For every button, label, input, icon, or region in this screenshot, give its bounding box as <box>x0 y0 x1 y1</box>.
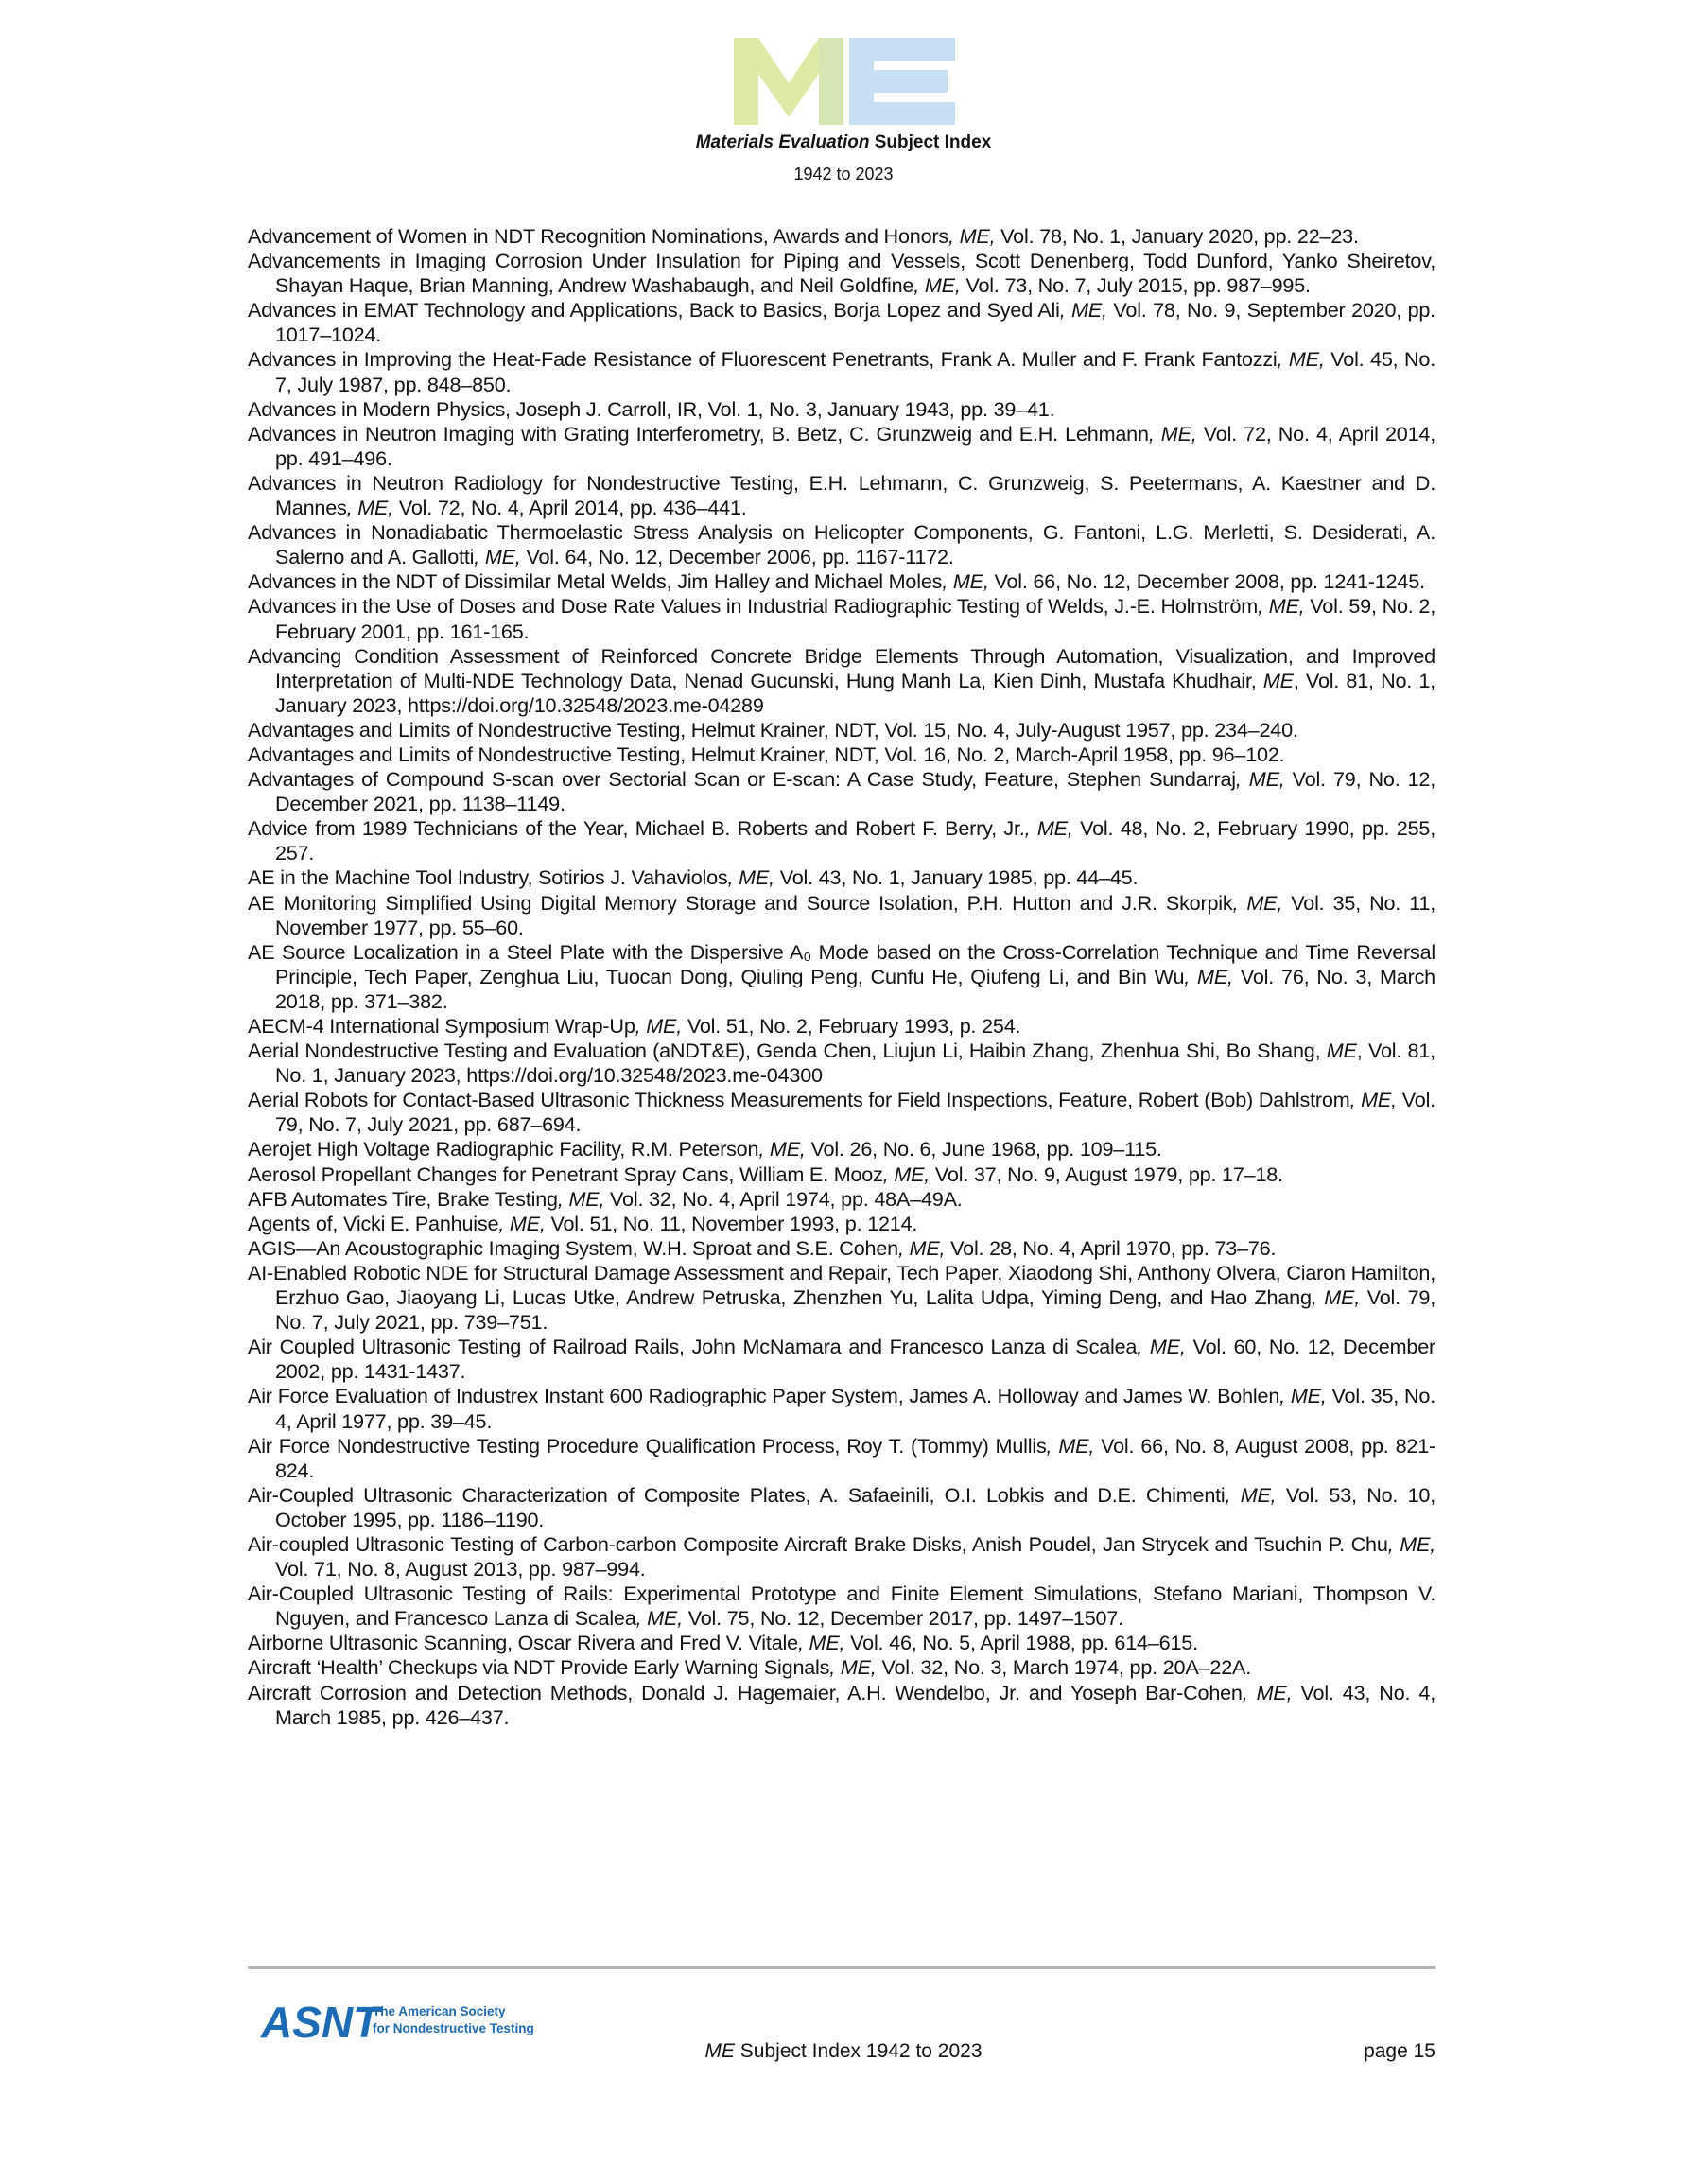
index-entry <box>248 1335 1435 1384</box>
entry-text: Air Force Nondestructive Testing Procedure Qualification Process, Roy T. (Tommy) Mullis <box>248 1433 1047 1458</box>
entry-text: Agents of, Vicki E. Panhuise <box>248 1211 499 1235</box>
entry-journal: , ME, <box>498 1211 546 1235</box>
entry-citation: Vol. 32, No. 4, April 1974, pp. 48A–49A. <box>604 1186 963 1211</box>
entry-text: Advantages and Limits of Nondestructive Testing, Helmut Krainer, NDT, Vol. 15, No. 4, July-August 1957, pp. 234–240. <box>248 717 1298 742</box>
index-entry <box>248 1187 1435 1212</box>
entry-journal: , ME, <box>1046 1433 1095 1458</box>
entry-text: Advances in Nonadiabatic Thermoelastic Stress Analysis on Helicopter Components, G. Fantoni, L.G. Merletti, S. Desiderati, A. Salerno and A. Gallotti <box>248 520 1435 569</box>
entry-journal: , ME, <box>557 1186 605 1211</box>
footer-title-rest: Subject Index 1942 to 2023 <box>734 2040 983 2062</box>
entry-journal: , ME, <box>829 1655 877 1680</box>
index-years: 1942 to 2023 <box>793 165 894 183</box>
entry-text: Advancing Condition Assessment of Reinforced Concrete Bridge Elements Through Automation, Visualization, and Improved Interpretation of Multi-NDE Technology Data, Nenad Gucunski, Hung Manh La, Kien Dinh, Mustafa Khudhair, <box>248 643 1435 692</box>
entry-citation: Vol. 35, No. 11, November 1977, pp. 55–60. <box>275 890 1435 939</box>
entry-text: Aircraft ‘Health’ Checkups via NDT Provide Early Warning Signals <box>248 1655 830 1680</box>
entry-text: Advice from 1989 Technicians of the Year, Michael B. Roberts and Robert F. Berry, Jr. <box>248 816 1025 841</box>
entry-journal: , ME, <box>1184 964 1233 988</box>
entry-citation: Vol. 79, No. 7, July 2021, pp. 687–694. <box>275 1088 1435 1137</box>
entry-journal: , ME, <box>758 1137 806 1162</box>
index-entry <box>248 865 1435 890</box>
index-entry <box>248 422 1435 471</box>
index-entry <box>248 1261 1435 1335</box>
index-entry <box>248 1137 1435 1162</box>
entry-text: AE Monitoring Simplified Using Digital Memory Storage and Source Isolation, P.H. Hutton and J.R. Skorpik <box>248 890 1233 915</box>
entry-citation: Vol. 46, No. 5, April 1988, pp. 614–615. <box>844 1631 1198 1655</box>
entry-journal: , ME, <box>797 1631 845 1655</box>
entry-journal: , ME, <box>948 224 996 248</box>
entry-journal: , ME, <box>1387 1531 1435 1556</box>
title-italic: Materials Evaluation <box>695 132 870 152</box>
entry-journal: , ME, <box>897 1235 946 1260</box>
index-entry <box>248 1384 1435 1433</box>
entry-text: Air-Coupled Ultrasonic Characterization of Composite Plates, A. Safaeinili, O.I. Lobkis and D.E. Chimenti <box>248 1482 1226 1507</box>
entry-text: Advances in Improving the Heat-Fade Resistance of Fluorescent Penetrants, Frank A. Muller and F. Frank Fantozzi <box>248 347 1278 372</box>
entry-citation: Vol. 66, No. 12, December 2008, pp. 1241-1245. <box>988 569 1425 594</box>
entry-citation: Vol. 28, No. 4, April 1970, pp. 73–76. <box>945 1235 1277 1260</box>
index-entry <box>248 891 1435 940</box>
entry-text: Aerojet High Voltage Radiographic Facility, R.M. Peterson <box>248 1137 759 1162</box>
entry-citation: Vol. 59, No. 2, February 2001, pp. 161-165. <box>275 594 1435 643</box>
entry-text: Aerosol Propellant Changes for Penetrant Spray Cans, William E. Mooz <box>248 1162 883 1186</box>
asnt-line1: The American Society <box>373 2004 506 2018</box>
index-entry <box>248 1532 1435 1581</box>
entry-journal: ME <box>1326 1039 1357 1063</box>
index-entry <box>248 224 1435 249</box>
entry-text: Air-coupled Ultrasonic Testing of Carbon-carbon Composite Aircraft Brake Disks, Anish Poudel, Jan Strycek and Tsuchin P. Chu <box>248 1531 1388 1556</box>
entry-journal: , ME, <box>942 569 989 594</box>
entry-text: Airborne Ultrasonic Scanning, Oscar Rivera and Fred V. Vitale <box>248 1631 798 1655</box>
entry-text: Advances in the NDT of Dissimilar Metal Welds, Jim Halley and Michael Moles <box>248 569 943 594</box>
index-entry <box>248 940 1435 1014</box>
index-entry <box>248 1236 1435 1261</box>
entry-citation: Vol. 66, No. 8, August 2008, pp. 821-824. <box>275 1433 1435 1482</box>
entry-citation: Vol. 51, No. 2, February 1993, p. 254. <box>682 1014 1021 1038</box>
index-entry <box>248 1088 1435 1137</box>
asnt-line2: for Nondestructive Testing <box>373 2021 534 2035</box>
index-entry <box>248 1212 1435 1236</box>
entry-citation: , Vol. 81, No. 1, January 2023, https://doi.org/10.32548/2023.me-04289 <box>275 668 1435 717</box>
index-entry <box>248 397 1435 422</box>
entry-journal: , ME, <box>1137 1335 1186 1359</box>
entry-list <box>248 224 1435 1730</box>
entry-text: Advancement of Women in NDT Recognition Nominations, Awards and Honors <box>248 224 948 248</box>
index-entry <box>248 816 1435 865</box>
entry-citation: , Vol. 81, No. 1, January 2023, https://doi.org/10.32548/2023.me-04300 <box>275 1039 1435 1088</box>
entry-journal: , ME, <box>1242 1680 1293 1704</box>
index-entry <box>248 1655 1435 1680</box>
entry-journal: , ME, <box>474 545 521 569</box>
entry-citation: Vol. 60, No. 12, December 2002, pp. 1431-1437. <box>275 1335 1436 1384</box>
index-entry <box>248 471 1435 520</box>
entry-text: AFB Automates Tire, Brake Testing <box>248 1186 558 1211</box>
entry-citation: Vol. 73, No. 7, July 2015, pp. 987–995. <box>960 273 1311 298</box>
index-entry <box>248 1581 1435 1631</box>
entry-citation: Vol. 48, No. 2, February 1990, pp. 255, 257. <box>275 816 1435 865</box>
entry-text: AGIS—An Acoustographic Imaging System, W.H. Sproat and S.E. Cohen <box>248 1235 898 1260</box>
index-entry <box>248 1483 1435 1532</box>
entry-journal: ME <box>1262 668 1294 692</box>
entry-text: AECM-4 International Symposium Wrap-Up <box>248 1014 635 1038</box>
page-number: page 15 <box>1364 2040 1435 2062</box>
entry-text: Air-Coupled Ultrasonic Testing of Rails: Experimental Prototype and Finite Element Simulations, Stefano Mariani, Thompson V. Nguyen, and Francesco Lanza di Scalea <box>248 1581 1435 1631</box>
entry-journal: , ME, <box>346 496 394 520</box>
entry-citation: Vol. 75, No. 12, December 2017, pp. 1497–1507. <box>682 1606 1123 1631</box>
entry-journal: , ME, <box>1059 298 1107 323</box>
entry-journal: , ME, <box>1148 421 1197 446</box>
entry-text: Air Force Evaluation of Industrex Instant 600 Radiographic Paper System, James A. Holloway and James W. Bohlen <box>248 1384 1280 1408</box>
entry-journal: , ME, <box>1311 1285 1361 1310</box>
index-entry <box>248 743 1435 767</box>
entry-text: Advances in the Use of Doses and Dose Rate Values in Industrial Radiographic Testing of Welds, J.-E. Holmström <box>248 594 1259 619</box>
index-entry <box>248 298 1435 347</box>
entry-text: Aerial Nondestructive Testing and Evaluation (aNDT&E), Genda Chen, Liujun Li, Haibin Zhang, Zhenhua Shi, Bo Shang, <box>248 1039 1327 1063</box>
entry-citation: Vol. 43, No. 1, January 1985, pp. 44–45. <box>774 865 1139 890</box>
entry-text: Aircraft Corrosion and Detection Methods, Donald J. Hagemaier, A.H. Wendelbo, Jr. and Yoseph Bar-Cohen <box>248 1680 1243 1704</box>
index-entry <box>248 569 1435 594</box>
entry-journal: , ME, <box>1024 816 1073 841</box>
index-entry <box>248 520 1435 569</box>
footer-title-italic: ME <box>704 2040 735 2062</box>
index-entry <box>248 644 1435 718</box>
entry-journal: , ME, <box>1279 1384 1327 1408</box>
entry-citation: Vol. 26, No. 6, June 1968, pp. 109–115. <box>805 1137 1162 1162</box>
index-entry <box>248 718 1435 743</box>
me-logo <box>734 38 955 125</box>
entry-citation: Vol. 72, No. 4, April 2014, pp. 491–496. <box>275 421 1436 470</box>
entry-citation: Vol. 72, No. 4, April 2014, pp. 436–441. <box>393 496 747 520</box>
entry-text: Advances in Modern Physics, Joseph J. Carroll, IR, Vol. 1, No. 3, January 1943, pp. 39–41. <box>248 396 1055 421</box>
entry-journal: , ME, <box>635 1014 683 1038</box>
entry-citation: Vol. 51, No. 11, November 1993, p. 1214. <box>545 1211 918 1235</box>
entry-journal: , ME, <box>727 865 774 890</box>
entry-journal: , ME, <box>913 273 961 298</box>
entry-text: Advantages of Compound S-scan over Sectorial Scan or E-scan: A Case Study, Feature, Stephen Sundarraj <box>248 767 1236 792</box>
entry-journal: , ME, <box>1258 594 1305 619</box>
entry-citation: Vol. 45, No. 7, July 1987, pp. 848–850. <box>275 347 1435 396</box>
index-entry <box>248 249 1435 298</box>
svg-text:ASNT: ASNT <box>261 1998 380 2047</box>
title-rest: Subject Index <box>869 132 992 152</box>
entry-citation: Vol. 79, No. 7, July 2021, pp. 739–751. <box>275 1285 1436 1335</box>
entry-journal: , ME, <box>1225 1482 1277 1507</box>
index-entry <box>248 1434 1435 1483</box>
entry-citation: Vol. 64, No. 12, December 2006, pp. 1167-1172. <box>520 545 954 569</box>
entry-journal: , ME, <box>635 1606 683 1631</box>
entry-journal: , ME, <box>1277 347 1325 372</box>
entry-journal: , ME, <box>1349 1088 1397 1112</box>
entry-text: Advances in EMAT Technology and Applications, Back to Basics, Borja Lopez and Syed Ali <box>248 298 1060 323</box>
entry-text: AE in the Machine Tool Industry, Sotirios J. Vahaviolos <box>248 865 728 890</box>
entry-citation: Vol. 71, No. 8, August 2013, pp. 987–994. <box>275 1557 646 1581</box>
index-entry <box>248 1631 1435 1655</box>
index-title <box>0 132 1687 153</box>
entry-journal: , ME, <box>882 1162 930 1186</box>
entry-citation: Vol. 35, No. 4, April 1977, pp. 39–45. <box>275 1384 1435 1433</box>
entry-citation: Vol. 79, No. 12, December 2021, pp. 1138–1149. <box>275 767 1435 816</box>
entry-text: AI-Enabled Robotic NDE for Structural Damage Assessment and Repair, Tech Paper, Xiaodong Shi, Anthony Olvera, Ciaron Hamilton, Erzhuo Gao, Jiaoyang Li, Lucas Utke, Andrew Petruska, Zhenzhen Yu, Lalita Udpa, Yiming Deng, and Hao Zhang <box>248 1260 1435 1310</box>
entry-text: Advantages and Limits of Nondestructive Testing, Helmut Krainer, NDT, Vol. 16, No. 2, March-April 1958, pp. 96–102. <box>248 742 1285 766</box>
index-entry <box>248 1014 1435 1039</box>
entry-text: Air Coupled Ultrasonic Testing of Railroad Rails, John McNamara and Francesco Lanza di Scalea <box>248 1335 1138 1359</box>
entry-citation: Vol. 43, No. 4, March 1985, pp. 426–437. <box>275 1680 1435 1729</box>
entry-citation: Vol. 53, No. 10, October 1995, pp. 1186–1190. <box>275 1482 1435 1531</box>
entry-citation: Vol. 78, No. 9, September 2020, pp. 1017–1024. <box>275 298 1435 347</box>
footer-divider <box>248 1966 1435 1969</box>
entry-journal: , ME, <box>1235 767 1285 792</box>
entry-citation: Vol. 37, No. 9, August 1979, pp. 17–18. <box>930 1162 1283 1186</box>
entry-text: Advances in Neutron Radiology for Nondestructive Testing, E.H. Lehmann, C. Grunzweig, S. Peetermans, A. Kaestner and D. Mannes <box>248 470 1435 520</box>
entry-text: Advances in Neutron Imaging with Grating Interferometry, B. Betz, C. Grunzweig and E.H. Lehmann <box>248 421 1149 446</box>
index-entry <box>248 1681 1435 1730</box>
entry-citation: Vol. 76, No. 3, March 2018, pp. 371–382. <box>275 964 1435 1013</box>
index-entry <box>248 594 1435 643</box>
index-entry <box>248 347 1435 396</box>
entry-text: Advancements in Imaging Corrosion Under Insulation for Piping and Vessels, Scott Denenberg, Todd Dunford, Yanko Sheiretov, Shayan Haque, Brian Manning, Andrew Washabaugh, and Neil Goldfine <box>248 249 1435 298</box>
index-entry <box>248 767 1435 816</box>
entry-citation: Vol. 32, No. 3, March 1974, pp. 20A–22A. <box>876 1655 1252 1680</box>
index-entry <box>248 1039 1435 1088</box>
entry-citation: Vol. 78, No. 1, January 2020, pp. 22–23. <box>995 224 1359 248</box>
entry-text: Aerial Robots for Contact-Based Ultrasonic Thickness Measurements for Field Inspections, Feature, Robert (Bob) Dahlstrom <box>248 1088 1350 1112</box>
index-entry <box>248 1162 1435 1187</box>
entry-journal: , ME, <box>1232 890 1283 915</box>
entry-text: AE Source Localization in a Steel Plate with the Dispersive A₀ Mode based on the Cross-Correlation Technique and Time Reversal Principle, Tech Paper, Zenghua Liu, Tuocan Dong, Qiuling Peng, Cunfu He, Qiufeng Li, and Bin Wu <box>248 939 1435 988</box>
